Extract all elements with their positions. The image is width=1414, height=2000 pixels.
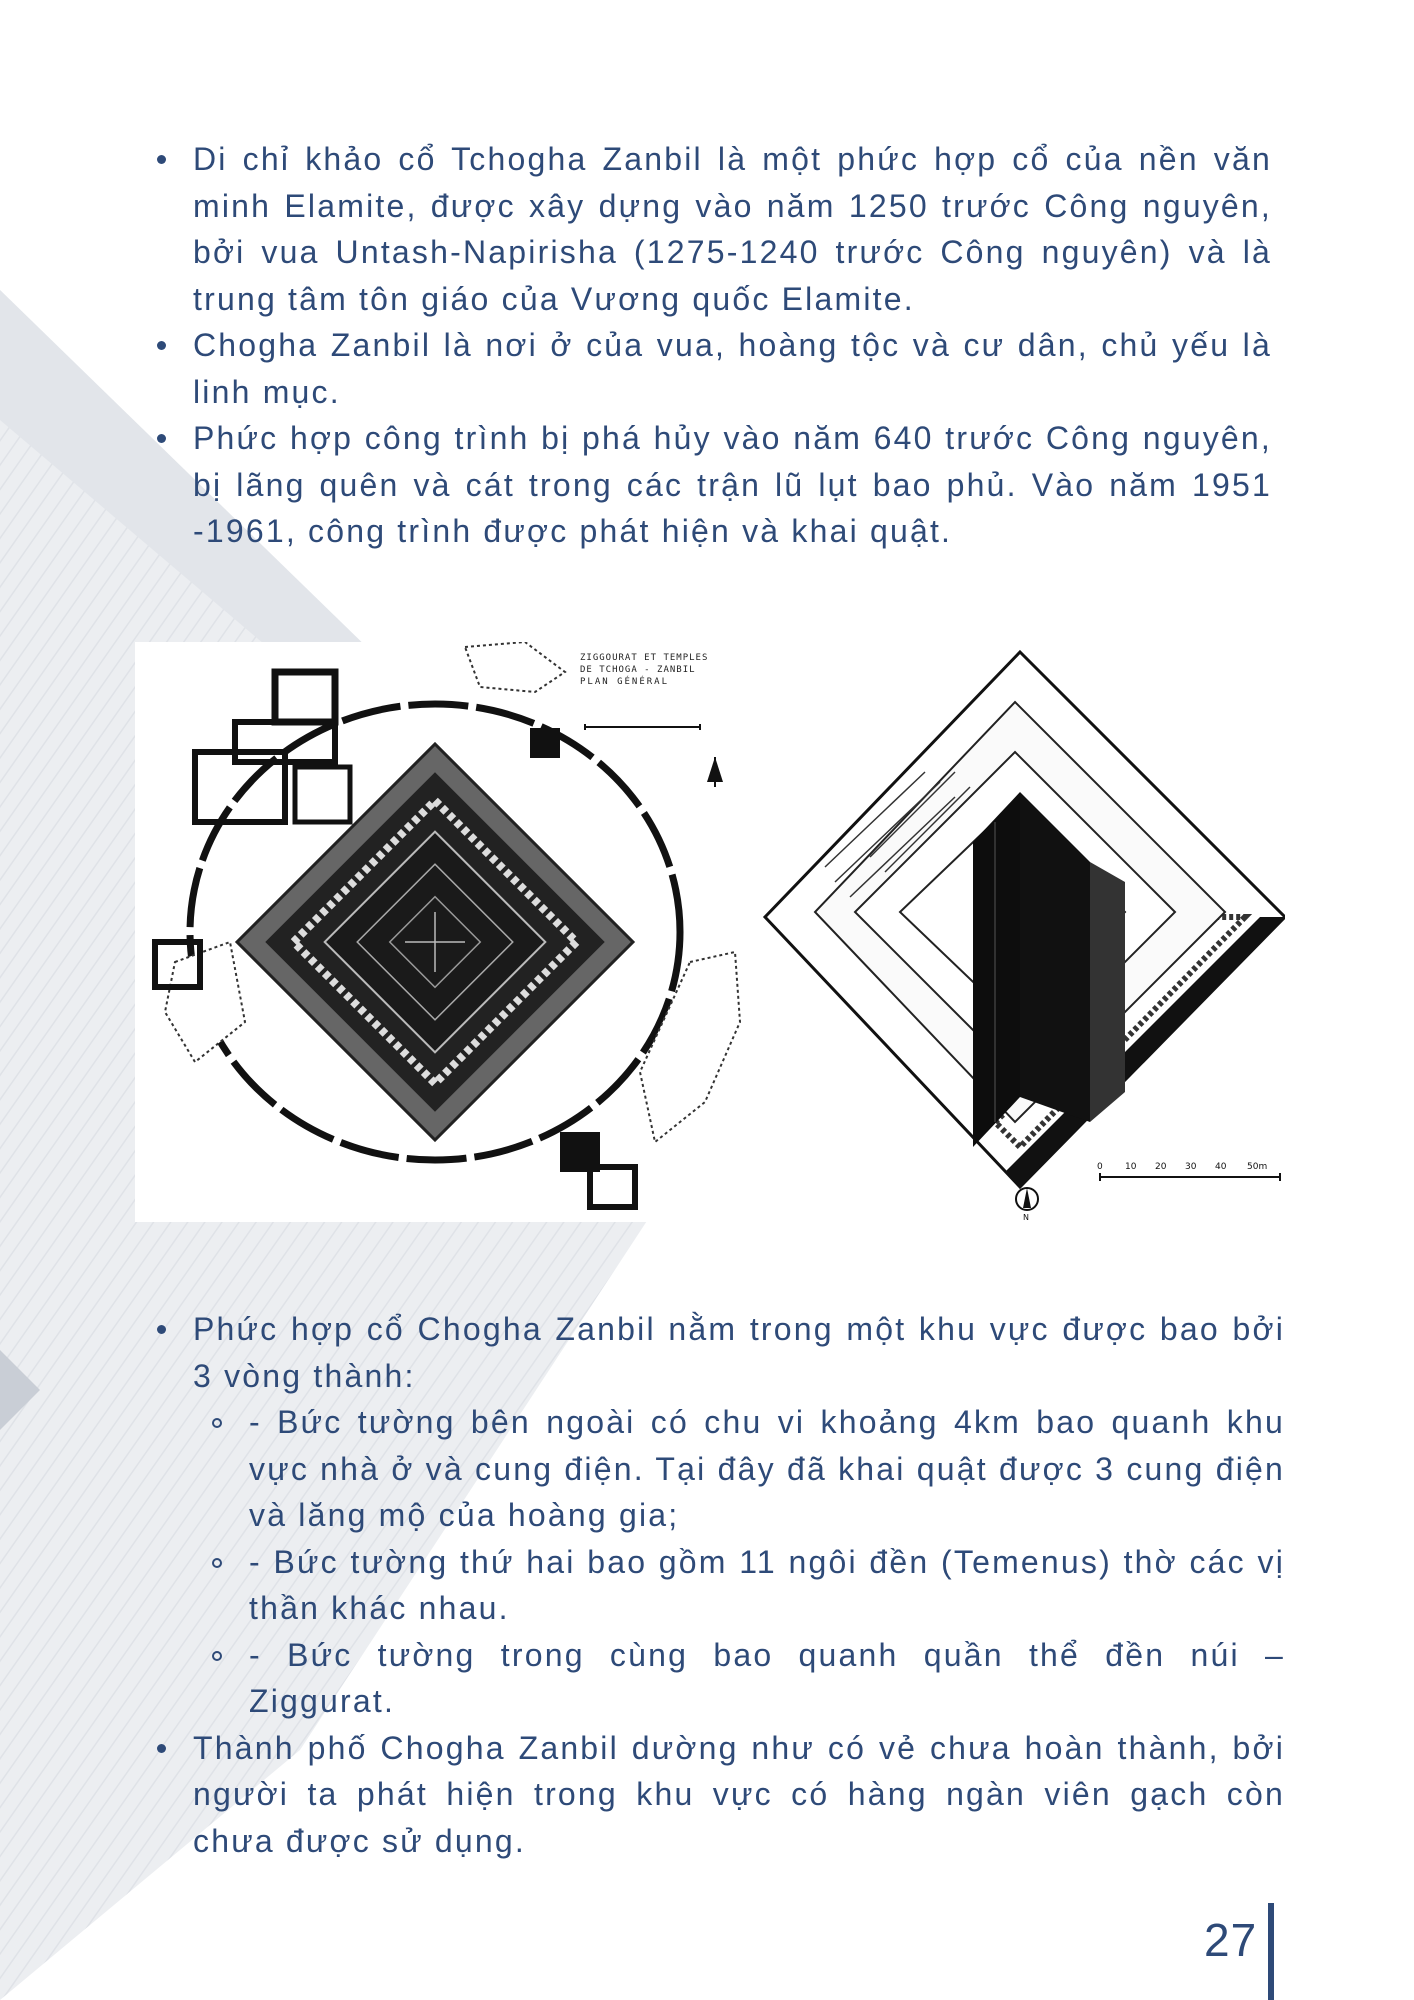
list-item: Chogha Zanbil là nơi ở của vua, hoàng tộc và cư dân, chủ yếu là linh mục.	[155, 322, 1272, 415]
sub-list-item: - Bức tường thứ hai bao gồm 11 ngôi đền (Temenus) thờ các vị thần khác nhau.	[155, 1539, 1285, 1632]
axonometric-ziggurat-drawing	[765, 652, 1285, 1222]
scale-label: 20	[1155, 1162, 1167, 1172]
plan-caption-line: DE TCHOGA - ZANBIL	[580, 665, 696, 675]
scale-label: 10	[1125, 1162, 1137, 1172]
page-number-bar	[1268, 1903, 1274, 2000]
north-label: N	[1023, 1213, 1029, 1222]
enclosure-text	[155, 1306, 1285, 1864]
page-number: 27	[1204, 1914, 1258, 1966]
intro-bullet-list	[155, 136, 1272, 555]
ziggurat-drawings	[135, 642, 1285, 1222]
plan-caption-line: ZIGGOURAT ET TEMPLES	[580, 653, 709, 663]
scale-label: 50m	[1247, 1162, 1268, 1172]
sub-list-item: - Bức tường bên ngoài có chu vi khoảng 4km bao quanh khu vực nhà ở và cung điện. Tại đây đã khai quật được 3 cung điện và lăng mộ của hoàng gia;	[155, 1399, 1285, 1539]
enclosure-bullet-list	[155, 1306, 1285, 1864]
site-plan-drawing	[155, 642, 740, 1207]
sub-list-item: - Bức tường trong cùng bao quanh quần thể đền núi – Ziggurat.	[155, 1632, 1285, 1725]
ziggurat-figure	[135, 642, 1285, 1222]
list-item: Phức hợp công trình bị phá hủy vào năm 640 trước Công nguyên, bị lãng quên và cát trong các trận lũ lụt bao phủ. Vào năm 1951 -1961, công trình được phát hiện và khai quật.	[155, 415, 1272, 555]
list-item: Di chỉ khảo cổ Tchogha Zanbil là một phức hợp cổ của nền văn minh Elamite, được xây dựng vào năm 1250 trước Công nguyên, bởi vua Untash-Napirisha (1275-1240 trước Công nguyên) và là trung tâm tôn giáo của Vương quốc Elamite.	[155, 136, 1272, 322]
scale-label: 40	[1215, 1162, 1227, 1172]
list-item: Phức hợp cổ Chogha Zanbil nằm trong một khu vực được bao bởi 3 vòng thành:	[155, 1306, 1285, 1399]
intro-text	[155, 136, 1272, 555]
scale-label: 0	[1097, 1162, 1103, 1172]
scale-label: 30	[1185, 1162, 1197, 1172]
list-item: Thành phố Chogha Zanbil dường như có vẻ chưa hoàn thành, bởi người ta phát hiện trong khu vực có hàng ngàn viên gạch còn chưa được sử dụng.	[155, 1725, 1285, 1865]
plan-caption-line: PLAN GÉNÉRAL	[580, 677, 670, 687]
